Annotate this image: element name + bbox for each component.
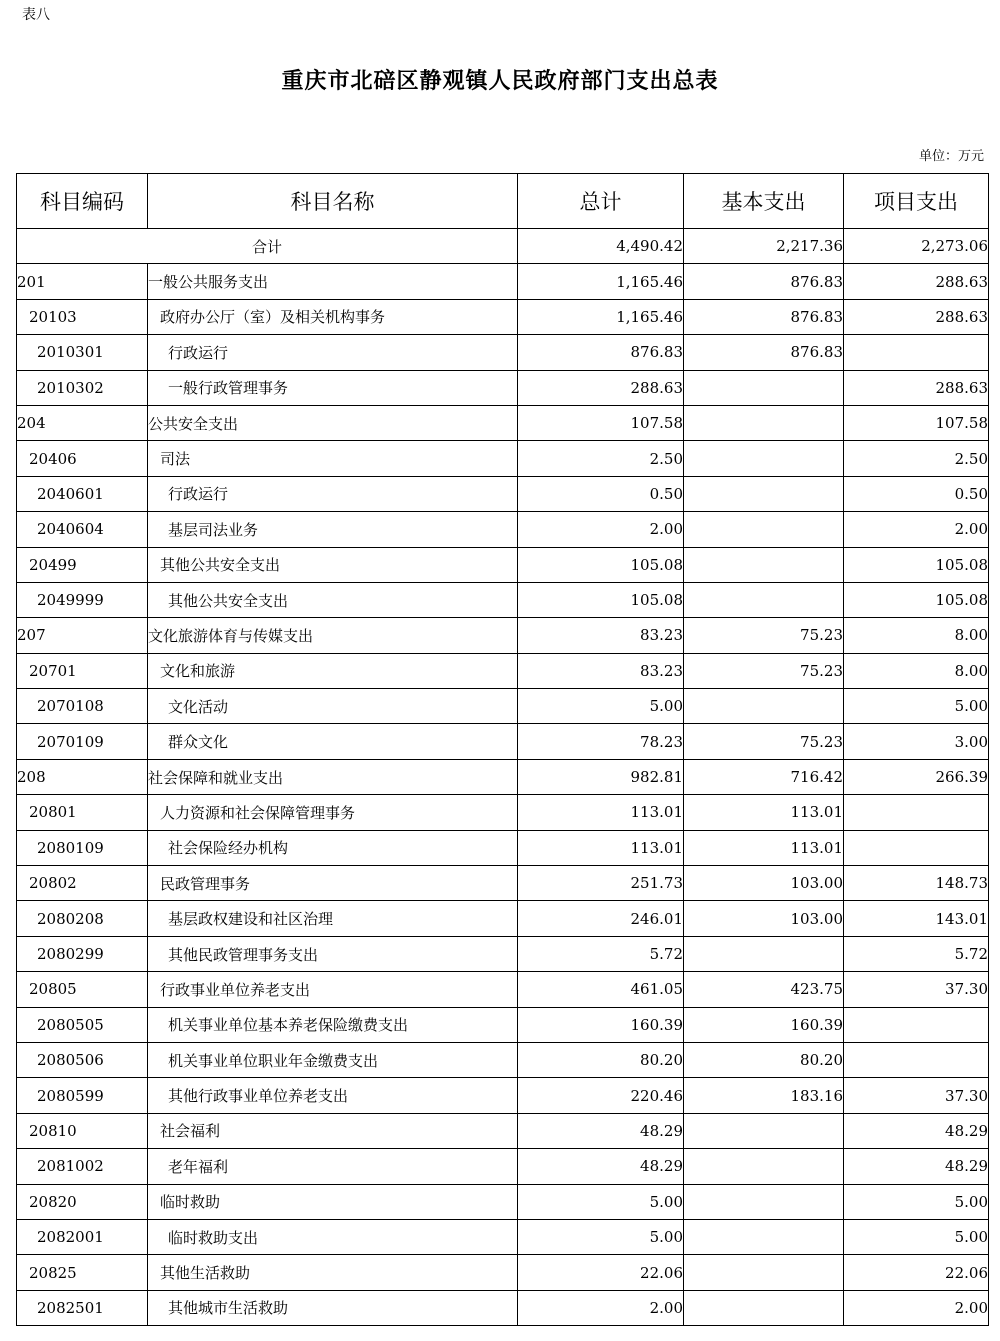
table-row	[17, 1290, 989, 1325]
table-row	[17, 335, 989, 370]
row-basic	[684, 689, 844, 724]
row-basic	[684, 370, 844, 405]
row-code: 2082001	[17, 1219, 148, 1254]
row-name: 老年福利	[148, 1149, 518, 1184]
row-project: 2.50	[844, 441, 989, 476]
table-row	[17, 1219, 989, 1254]
row-basic	[684, 1255, 844, 1290]
unit-label: 单位：万元	[918, 149, 984, 164]
row-code: 2040601	[17, 476, 148, 511]
row-total: 105.08	[518, 582, 684, 617]
row-code: 20820	[17, 1184, 148, 1219]
row-project	[844, 335, 989, 370]
row-project: 5.00	[844, 1219, 989, 1254]
row-total: 5.72	[518, 936, 684, 971]
row-total: 113.01	[518, 795, 684, 830]
row-basic	[684, 512, 844, 547]
summary-row	[17, 229, 989, 264]
row-code: 20801	[17, 795, 148, 830]
row-project: 48.29	[844, 1149, 989, 1184]
row-code: 2049999	[17, 582, 148, 617]
row-code: 2080505	[17, 1007, 148, 1042]
table-row	[17, 795, 989, 830]
row-name: 其他城市生活救助	[148, 1290, 518, 1325]
row-basic: 113.01	[684, 830, 844, 865]
row-basic	[684, 476, 844, 511]
row-project: 107.58	[844, 405, 989, 440]
row-code: 2040604	[17, 512, 148, 547]
row-code: 2010302	[17, 370, 148, 405]
row-total: 288.63	[518, 370, 684, 405]
table-row	[17, 936, 989, 971]
row-name: 文化和旅游	[148, 653, 518, 688]
row-name: 其他民政管理事务支出	[148, 936, 518, 971]
row-project: 2.00	[844, 512, 989, 547]
row-project: 0.50	[844, 476, 989, 511]
row-name: 临时救助支出	[148, 1219, 518, 1254]
row-total: 22.06	[518, 1255, 684, 1290]
table-row	[17, 724, 989, 759]
row-name: 基层政权建设和社区治理	[148, 901, 518, 936]
row-code: 2080506	[17, 1042, 148, 1077]
row-total: 5.00	[518, 1184, 684, 1219]
table-row	[17, 618, 989, 653]
row-project: 37.30	[844, 972, 989, 1007]
page-title: 重庆市北碚区静观镇人民政府部门支出总表	[281, 68, 719, 94]
table-row	[17, 866, 989, 901]
row-basic	[684, 582, 844, 617]
row-code: 20805	[17, 972, 148, 1007]
row-basic: 876.83	[684, 299, 844, 334]
row-code: 20825	[17, 1255, 148, 1290]
table-row	[17, 1078, 989, 1113]
row-project: 288.63	[844, 299, 989, 334]
row-basic	[684, 547, 844, 582]
row-code: 20499	[17, 547, 148, 582]
row-code: 20701	[17, 653, 148, 688]
table-row	[17, 547, 989, 582]
row-name: 其他公共安全支出	[148, 547, 518, 582]
row-name: 机关事业单位职业年金缴费支出	[148, 1042, 518, 1077]
row-basic: 75.23	[684, 724, 844, 759]
row-basic: 716.42	[684, 759, 844, 794]
summary-total: 4,490.42	[518, 229, 684, 264]
row-total: 48.29	[518, 1113, 684, 1148]
row-name: 其他行政事业单位养老支出	[148, 1078, 518, 1113]
row-name: 社会福利	[148, 1113, 518, 1148]
column-header-code: 科目编码	[17, 174, 148, 229]
row-total: 251.73	[518, 866, 684, 901]
row-basic: 423.75	[684, 972, 844, 1007]
table-row	[17, 689, 989, 724]
summary-label: 合计	[17, 229, 518, 264]
row-code: 2080208	[17, 901, 148, 936]
row-basic	[684, 405, 844, 440]
table-row	[17, 901, 989, 936]
row-project: 37.30	[844, 1078, 989, 1113]
row-name: 民政管理事务	[148, 866, 518, 901]
table-row	[17, 1113, 989, 1148]
summary-basic: 2,217.36	[684, 229, 844, 264]
table-row	[17, 370, 989, 405]
row-basic	[684, 441, 844, 476]
table-row	[17, 264, 989, 299]
row-name: 司法	[148, 441, 518, 476]
row-code: 20103	[17, 299, 148, 334]
table-row	[17, 1255, 989, 1290]
row-name: 政府办公厅（室）及相关机构事务	[148, 299, 518, 334]
expenditure-table	[16, 173, 989, 1326]
row-project: 5.72	[844, 936, 989, 971]
row-project	[844, 1042, 989, 1077]
row-project	[844, 795, 989, 830]
row-total: 78.23	[518, 724, 684, 759]
row-total: 48.29	[518, 1149, 684, 1184]
column-header-name: 科目名称	[148, 174, 518, 229]
row-basic: 80.20	[684, 1042, 844, 1077]
row-total: 2.00	[518, 1290, 684, 1325]
table-row	[17, 1007, 989, 1042]
table-row	[17, 1149, 989, 1184]
row-name: 一般行政管理事务	[148, 370, 518, 405]
row-total: 0.50	[518, 476, 684, 511]
row-total: 220.46	[518, 1078, 684, 1113]
row-project	[844, 830, 989, 865]
row-total: 246.01	[518, 901, 684, 936]
row-project: 22.06	[844, 1255, 989, 1290]
row-total: 107.58	[518, 405, 684, 440]
row-basic: 160.39	[684, 1007, 844, 1042]
row-code: 204	[17, 405, 148, 440]
row-code: 2080109	[17, 830, 148, 865]
row-code: 2070108	[17, 689, 148, 724]
row-name: 社会保险经办机构	[148, 830, 518, 865]
column-header-project: 项目支出	[844, 174, 989, 229]
row-total: 105.08	[518, 547, 684, 582]
row-name: 文化活动	[148, 689, 518, 724]
row-total: 982.81	[518, 759, 684, 794]
row-total: 1,165.46	[518, 299, 684, 334]
row-project: 148.73	[844, 866, 989, 901]
table-row	[17, 512, 989, 547]
row-total: 5.00	[518, 1219, 684, 1254]
column-header-basic: 基本支出	[684, 174, 844, 229]
row-total: 461.05	[518, 972, 684, 1007]
row-code: 2010301	[17, 335, 148, 370]
row-name: 行政运行	[148, 335, 518, 370]
row-total: 1,165.46	[518, 264, 684, 299]
row-code: 2081002	[17, 1149, 148, 1184]
row-basic	[684, 1184, 844, 1219]
column-header-total: 总计	[518, 174, 684, 229]
row-code: 207	[17, 618, 148, 653]
row-code: 20810	[17, 1113, 148, 1148]
row-project: 143.01	[844, 901, 989, 936]
row-project: 5.00	[844, 1184, 989, 1219]
row-code: 2080299	[17, 936, 148, 971]
table-row	[17, 582, 989, 617]
table-row	[17, 653, 989, 688]
row-name: 行政事业单位养老支出	[148, 972, 518, 1007]
row-total: 80.20	[518, 1042, 684, 1077]
row-code: 20406	[17, 441, 148, 476]
table-row	[17, 441, 989, 476]
table-row	[17, 830, 989, 865]
row-project: 266.39	[844, 759, 989, 794]
table-row	[17, 972, 989, 1007]
row-project: 8.00	[844, 618, 989, 653]
row-total: 876.83	[518, 335, 684, 370]
row-project: 5.00	[844, 689, 989, 724]
row-basic: 183.16	[684, 1078, 844, 1113]
row-project: 105.08	[844, 582, 989, 617]
row-project: 3.00	[844, 724, 989, 759]
table-row	[17, 405, 989, 440]
table-number-label: 表八	[22, 7, 50, 23]
row-basic	[684, 1113, 844, 1148]
row-name: 社会保障和就业支出	[148, 759, 518, 794]
row-basic	[684, 936, 844, 971]
row-basic	[684, 1219, 844, 1254]
table-header-row	[17, 174, 989, 229]
table-row	[17, 299, 989, 334]
row-total: 83.23	[518, 653, 684, 688]
row-total: 2.50	[518, 441, 684, 476]
row-total: 160.39	[518, 1007, 684, 1042]
row-basic: 103.00	[684, 901, 844, 936]
table-row	[17, 1042, 989, 1077]
row-basic: 75.23	[684, 653, 844, 688]
row-name: 机关事业单位基本养老保险缴费支出	[148, 1007, 518, 1042]
table-row	[17, 476, 989, 511]
row-name: 其他公共安全支出	[148, 582, 518, 617]
row-code: 2080599	[17, 1078, 148, 1113]
row-project: 8.00	[844, 653, 989, 688]
row-project: 48.29	[844, 1113, 989, 1148]
row-name: 一般公共服务支出	[148, 264, 518, 299]
row-project: 105.08	[844, 547, 989, 582]
row-name: 公共安全支出	[148, 405, 518, 440]
row-code: 2082501	[17, 1290, 148, 1325]
row-basic	[684, 1290, 844, 1325]
row-basic: 103.00	[684, 866, 844, 901]
row-code: 2070109	[17, 724, 148, 759]
row-code: 201	[17, 264, 148, 299]
row-name: 人力资源和社会保障管理事务	[148, 795, 518, 830]
row-code: 20802	[17, 866, 148, 901]
row-basic: 113.01	[684, 795, 844, 830]
row-total: 5.00	[518, 689, 684, 724]
row-total: 2.00	[518, 512, 684, 547]
row-project: 2.00	[844, 1290, 989, 1325]
row-basic	[684, 1149, 844, 1184]
row-project: 288.63	[844, 370, 989, 405]
row-name: 其他生活救助	[148, 1255, 518, 1290]
table-row	[17, 1184, 989, 1219]
row-name: 文化旅游体育与传媒支出	[148, 618, 518, 653]
row-code: 208	[17, 759, 148, 794]
row-project: 288.63	[844, 264, 989, 299]
row-total: 113.01	[518, 830, 684, 865]
row-name: 基层司法业务	[148, 512, 518, 547]
table-row	[17, 759, 989, 794]
row-basic: 876.83	[684, 264, 844, 299]
row-project	[844, 1007, 989, 1042]
row-name: 临时救助	[148, 1184, 518, 1219]
row-name: 群众文化	[148, 724, 518, 759]
row-basic: 75.23	[684, 618, 844, 653]
row-total: 83.23	[518, 618, 684, 653]
row-name: 行政运行	[148, 476, 518, 511]
row-basic: 876.83	[684, 335, 844, 370]
summary-project: 2,273.06	[844, 229, 989, 264]
